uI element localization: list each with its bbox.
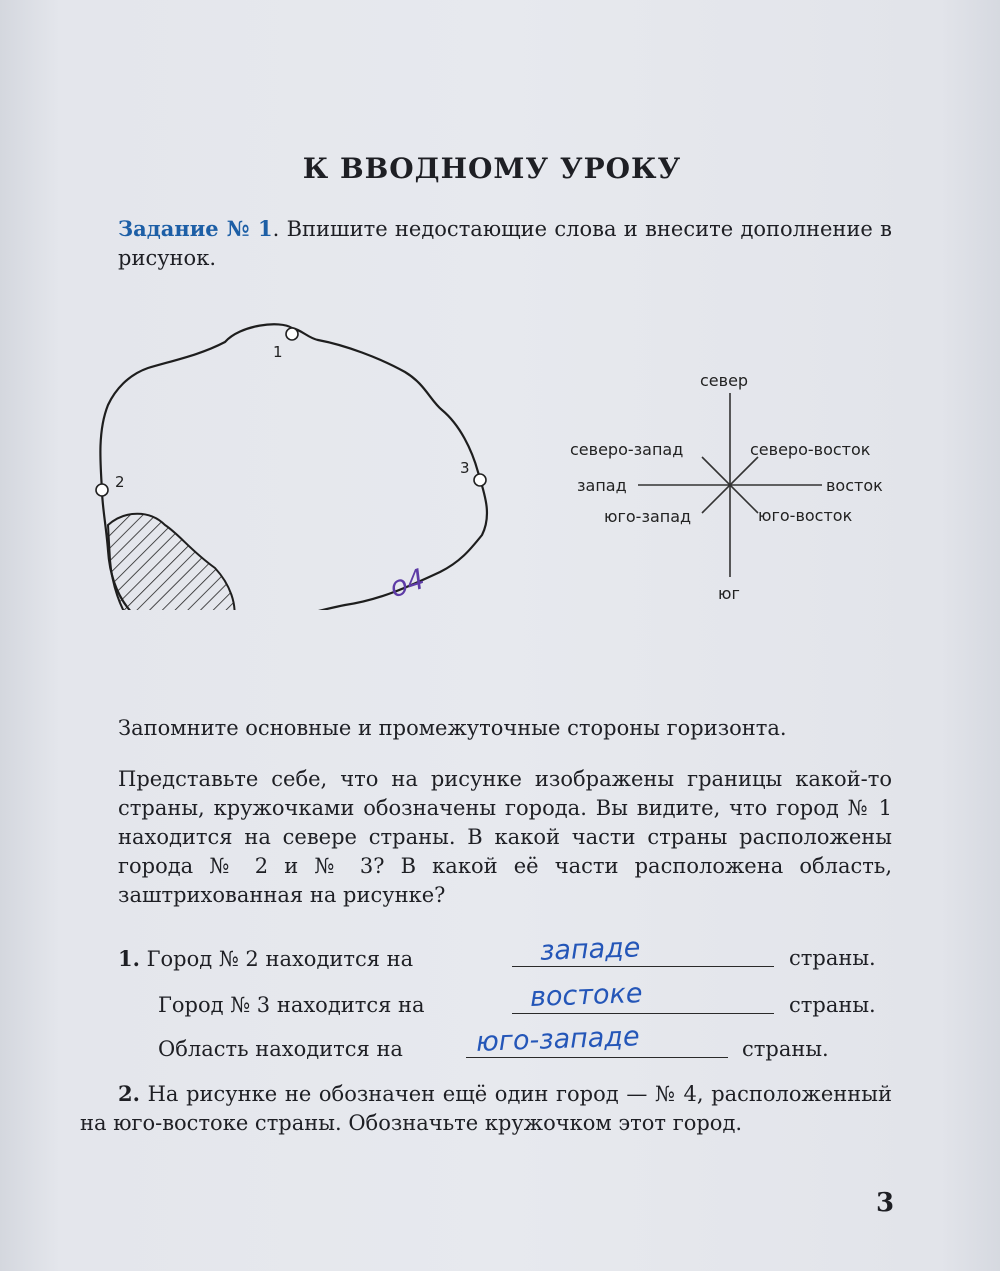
- task1-text: . Впишите недостающие слова и внесите дополнение в рисунок.: [118, 217, 892, 270]
- task1-instruction: [118, 214, 892, 273]
- city3-prefix: Город № 3 находится на: [158, 993, 425, 1017]
- area-prefix: Область находится на: [158, 1037, 403, 1061]
- compass-northeast: северо-восток: [750, 440, 871, 459]
- city3-handwritten-answer: востоке: [529, 978, 643, 1013]
- task2-number: 2.: [118, 1081, 140, 1106]
- task2-text: На рисунке не обозначен ещё один город — № 4, расположенный на юго-востоке страны. Обозначьте кружочком этот город.: [80, 1082, 892, 1135]
- city2-handwritten-answer: западе: [539, 932, 641, 967]
- compass-southeast: юго-восток: [758, 506, 853, 525]
- hatched-area: [108, 514, 235, 610]
- compass-north: север: [700, 371, 749, 390]
- city-2-label: 2: [115, 473, 125, 491]
- handwritten-city-4: o4: [385, 562, 429, 605]
- question-1-number: 1.: [118, 946, 140, 971]
- city-3-label: 3: [460, 459, 470, 477]
- city2-prefix: Город № 2 находится на: [146, 947, 414, 971]
- page-number: 3: [876, 1188, 895, 1218]
- compass-rose: [570, 371, 883, 603]
- city-3-marker: [474, 474, 486, 486]
- city-2-marker: [96, 484, 108, 496]
- area-suffix: страны.: [742, 1037, 829, 1061]
- compass-east: восток: [826, 476, 883, 495]
- compass-south: юг: [718, 584, 740, 603]
- city-1-label: 1: [273, 343, 283, 361]
- imagine-paragraph: Представьте себе, что на рисунке изображены границы какой-то страны, кружочками обозначены города. Вы видите, что город № 1 находится на севере страны. В какой части страны расположены города № 2 и № 3? В какой её части расположена область, заштрихованная на рисунке?: [118, 767, 892, 907]
- page-title: К ВВОДНОМУ УРОКУ: [302, 152, 682, 185]
- city2-suffix: страны.: [789, 946, 876, 970]
- task2-paragraph: [80, 1079, 892, 1138]
- city-1-marker: [286, 328, 298, 340]
- answer-row-city2: [118, 944, 413, 974]
- country-map-diagram: [80, 310, 910, 610]
- compass-west: запад: [577, 476, 627, 495]
- compass-northwest: северо-запад: [570, 440, 684, 459]
- city3-suffix: страны.: [789, 993, 876, 1017]
- compass-southwest: юго-запад: [604, 507, 692, 526]
- area-handwritten-answer: юго-западе: [475, 1021, 641, 1058]
- task1-label: Задание № 1: [118, 216, 273, 241]
- remember-paragraph: Запомните основные и промежуточные стороны горизонта.: [118, 716, 787, 740]
